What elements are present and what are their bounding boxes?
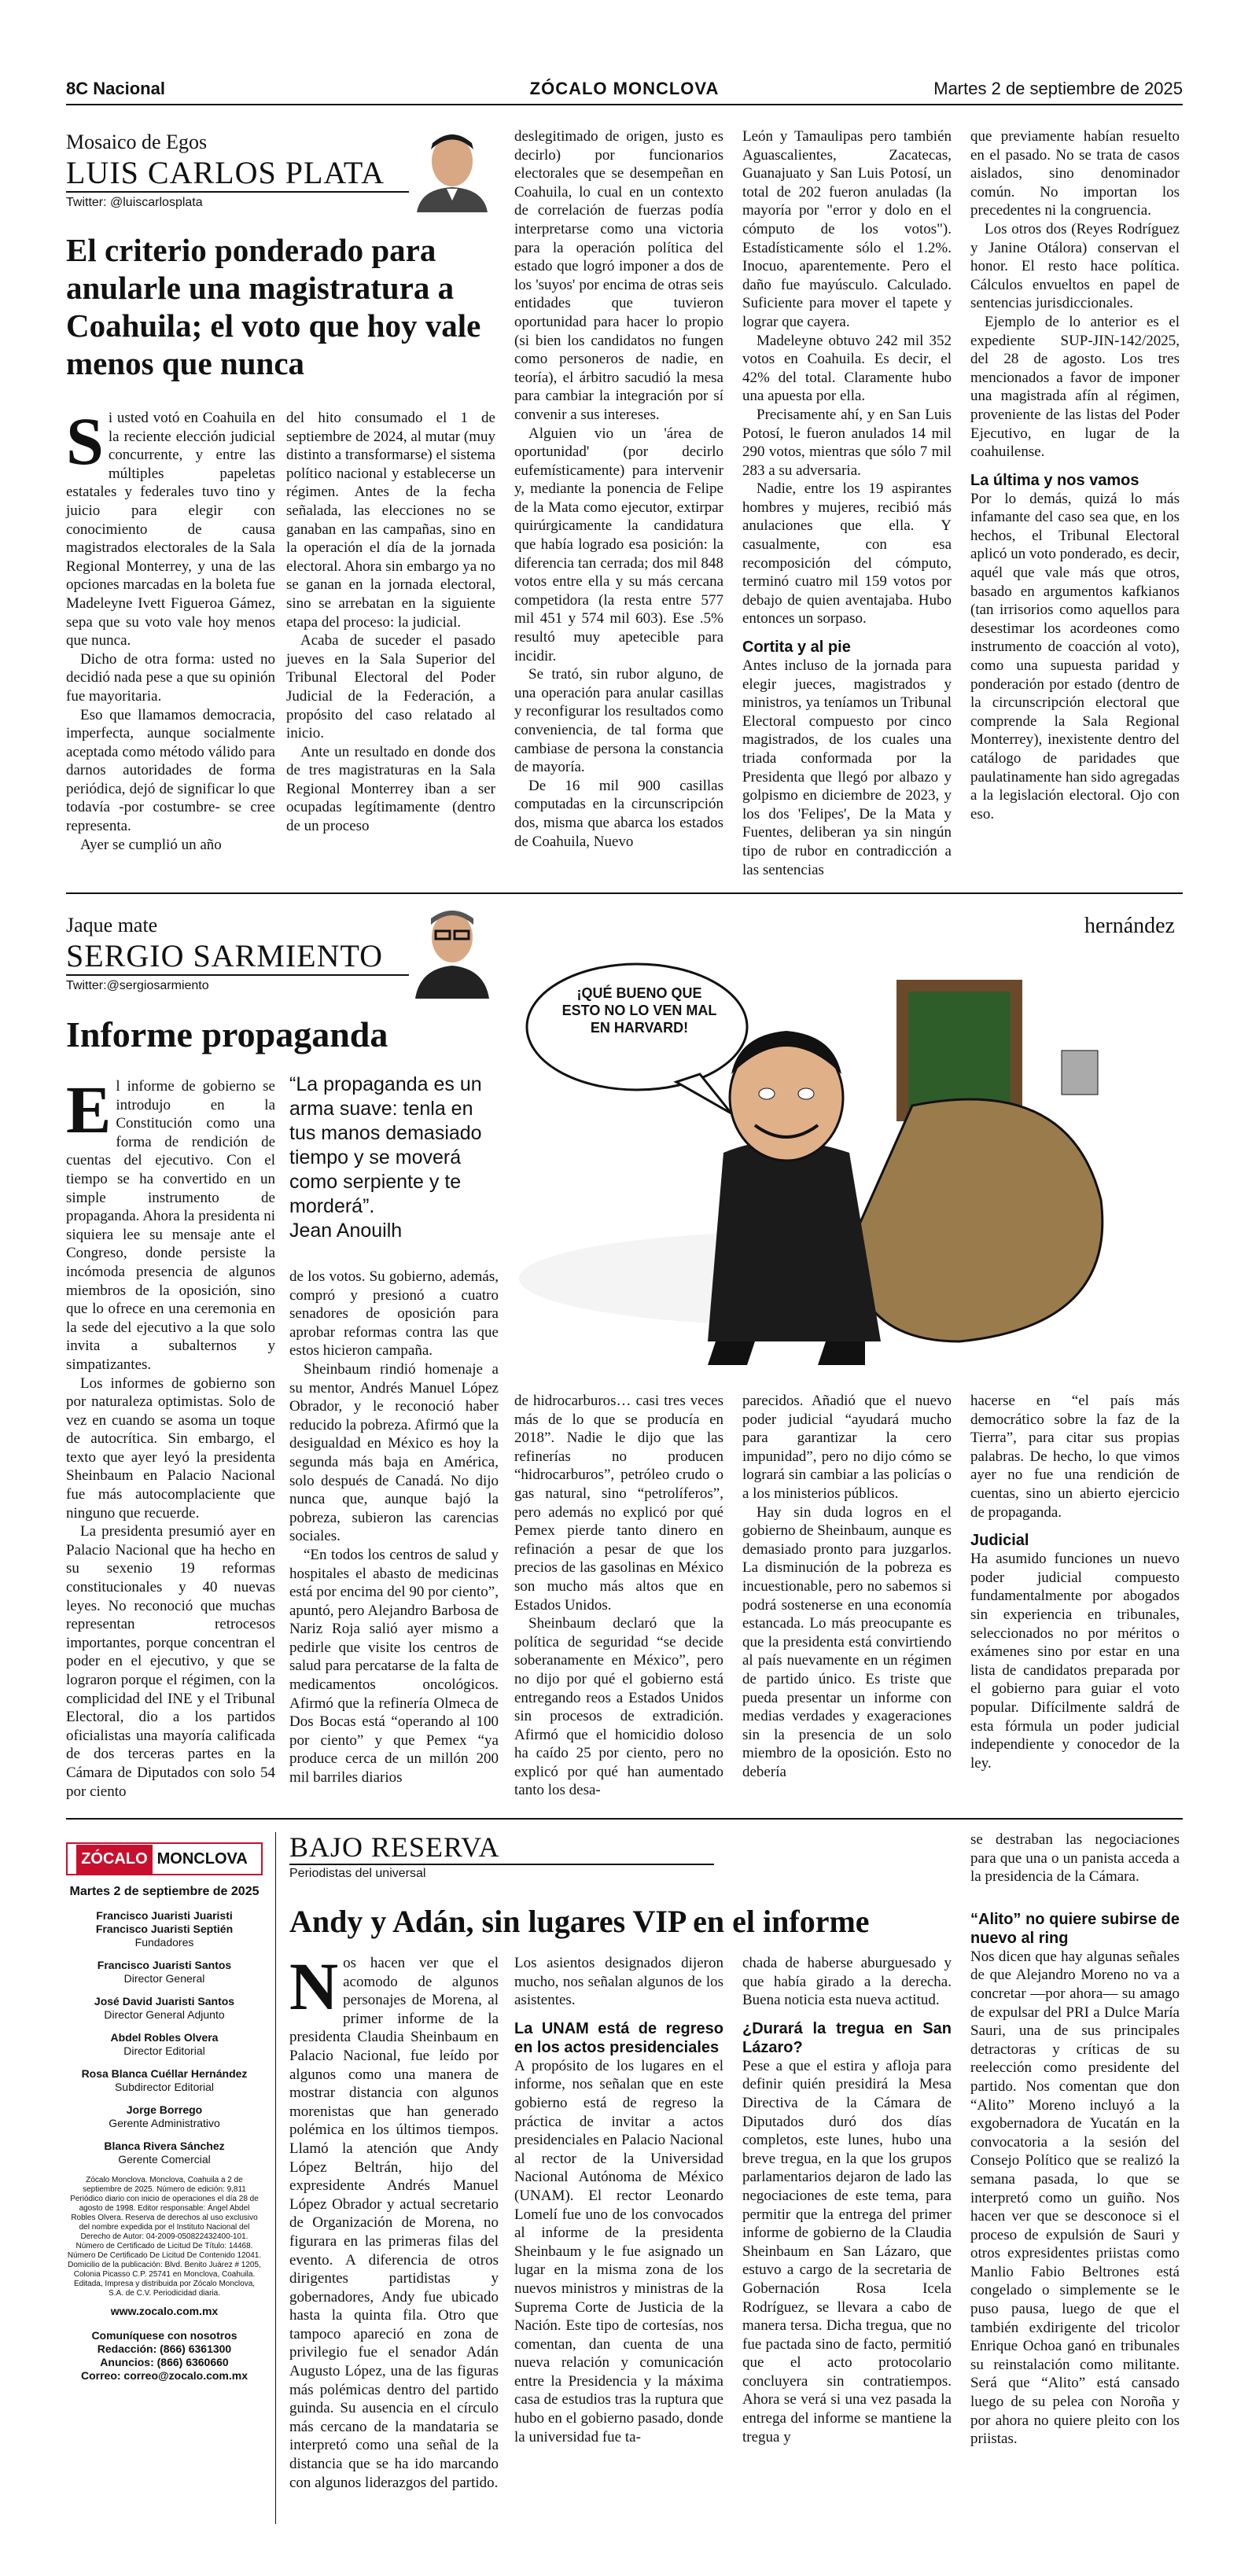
column-kicker: Jaque mate <box>66 914 158 937</box>
masthead-date: Martes 2 de septiembre de 2025 <box>69 1885 260 1898</box>
website-link[interactable]: www.zocalo.com.mx <box>110 2305 219 2317</box>
article-column-3: deslegitimado de origen, justo es decirlo) por funcionarios electorales que se desempeñan en Coahuila, lo cual en un contexto de correlación de fuerzas podía interpretarse como una victoria para la operación política del estado que logró imponer a dos de los 'suyos' por encima de otras seis entidades que tuvieron oportunidad para hacer lo propio (si bien los candidatos no fungen como personeros de nadie, en teoría), el árbitro sacudió la mesa para cambiar la integración por sí convenir a sus intereses. Alguien vio un 'área de oportunidad' (por decirlo eufemísticamente) para intervenir y, mediante la ponencia de Felipe de la Mata como ejecutor, extirpar quirúrgicamente la candidatura que había logrado esa posición: la diferencia tan cerrada; dos mil 848 votos entre ella y su más cercana competidora (la resta entre 577 mil 451 y 574 mil 603). Ese .5% resultó muy apetecible para incidir. Se trató, sin rubor alguno, de una operación para anular casillas y reconfigurar los resultados como conveniencia, de tal forma que cambiase de persona la constancia de mayoría. De 16 mil 900 casillas computadas en la circunscripción dos, misma que abarca los estados de Coahuila, Nuevo <box>514 128 723 850</box>
drop-cap: N <box>289 1949 339 2024</box>
email-contact[interactable]: Correo: correo@zocalo.com.mx <box>80 2369 248 2382</box>
subheading: ¿Durará la tregua en San Lázaro? <box>742 2019 952 2056</box>
author-name: SERGIO SARMIENTO <box>66 938 384 973</box>
article-column-1: Nos hacen ver que el acomodo de algunos personajes de Morena, al primer informe de la presidenta Claudia Sheinbaum en Palacio Nacional, fue leído por algunos como una manera de mostrar distancia con algunos morenistas que han generado polémica en los últimos tiempos. Llamó la atención que Andy López Beltrán, hijo del expresidente Andrés Manuel López Obrador y actual secretario de Organización de Morena, no figurara en las primeras filas del evento. A diferencia de otros dirigentes partidistas y gobernadores, Andy fue ubicado hasta la quinta fila. Otro que tampoco apareció en zona de privilegio fue el senador Adán Augusto López, una de las figuras más polémicas dentro del partido guinda. Su ausencia en el círculo más cercano de la mandataria se interpretó como una señal de la distancia que se ha ido marcando con algunos liderazgos del partido. <box>289 1949 499 2491</box>
author-twitter: Twitter: @luiscarlosplata <box>66 191 491 210</box>
article-column-4: se destraban las negociaciones para que una o un panista acceda a la presidencia de la Cámara. “Alito” no quiere subirse de nuevo al ring Nos dicen que hay algunas señales de que Alejandro Moreno no va a concretar —por ahora— su amago de expulsar del PRI a Dulce María Sauri, una de sus principales detractoras y críticas de su reelección como presidente del partido. Nos comentan que don “Alito” Moreno incluyó a la exgobernadora de Yucatán en la convocatoria a la sesión del Consejo Político que se realizó la semana pasada, lo que se interpretó como un guiño. Nos hacen ver que se desconoce si el proceso de expulsión de Sauri y otros expresidentes priistas como Manlio Fabio Beltrones está congelado o simplemente se le puso pausa, luego de que el también exdirigente del tricolor Enrique Ochoa ganó en tribunales su reinstalación como militante. Será que “Alito” está cansado luego de su pelea con Noroña y por ahora no quiere pleito con los priistas. <box>970 1831 1180 2448</box>
article-column-2: de los votos. Su gobierno, además, compró y presionó a cuatro senadores de oposición para aprobar reformas contra las que estos hicieron campaña. Sheinbaum rindió homenaje a su mentor, Andrés Manuel López Obrador, y le reconoció haber reducido la pobreza. Afirmó que la desigualdad en México es hoy la segunda más baja en América, solo después de Canadá. No dijo nunca que, aunque bajó la pobreza, subieron las carencias sociales. “En todos los centros de salud y hospitales el abasto de medicinas está por encima del 90 por ciento”, apuntó, pero Alejandro Barbosa de Nariz Roja salió ayer mismo a pedirle que visite los centros de salud para percatarse de la falta de medicamentos oncológicos. Afirmó que la refinería Olmeca de Dos Bocas está “operando al 100 por ciento” y que Pemex “ya produce cerca de un millón 200 mil barriles diarios <box>289 1268 499 1787</box>
cartoon <box>519 914 1180 1378</box>
legal-fine-print: Zócalo Monclova. Monclova, Coahuila a 2 de septiembre de 2025. Número de edición: 9,811 Periódico diario con inicio de operaciones el día 28 de agosto de 1998. Editor responsable: Ángel Abdel Robles Olvera. Reserva de derechos al uso exclusivo del nombre expedida por el Instituto Nacional del Derecho de Autor: 04-2009-050822432400-101. Número de Certificado de Licitud De Título: 14468. Número De Certificado De Licitud De Contenido 12041. Domicilio de la publicación: Blvd. Benito Juárez # 1205, Colonia Picasso C.P. 25741 en Monclova, Coahuila. Editada, Impresa y distribuida por Zócalo Monclova, S.A. de C.V. Periodicidad diaria. <box>67 2176 262 2298</box>
phone-redaccion: Redacción: (866) 6361300 <box>97 2342 232 2355</box>
speech-bubble-text: ¡QUÉ BUENO QUE ESTO NO LO VEN MAL EN HARVARD! <box>561 985 717 1036</box>
sidebar-divider <box>275 1832 276 2524</box>
article-column-1: El informe de gobierno se introdujo en la Constitución como una forma de rendición de cuentas del ejecutivo. Con el tiempo se ha convertido en un simple instrumento de propaganda. Ahora la presidenta ni siquiera lee su mensaje ante el Congreso, donde persiste la incómoda presencia de algunos miembros de la oposición, sino que lo ofrece en una ceremonia en la sede del ejecutivo a la que solo invita a subalternos y simpatizantes. Los informes de gobierno son por naturaleza optimistas. Solo de vez en cuando se asoma un toque de autocrítica. Sin embargo, el texto que ayer leyó la presidenta Sheinbaum en Palacio Nacional fue más autocomplaciente que ninguno que recuerde. La presidenta presumió ayer en Palacio Nacional que ha hecho en su sexenio 19 reformas constitucionales y 40 nuevas leyes. No reconoció que muchas representan retrocesos importantes, porque concentran el poder en el ejecutivo, y que se lograron porque el régimen, con la complicidad del INE y el Tribunal Electoral, dio a los partidos oficialistas una mayoría calificada de dos terceras partes en la Cámara de Diputados con solo 54 por ciento <box>66 1072 275 1800</box>
contact-title: Comuníquese con nosotros <box>91 2329 237 2342</box>
article-column-4: parecidos. Añadió que el nuevo poder judicial “ayudará mucho para garantizar la cero impunidad”, pero no dijo cómo se logrará sin cambiar a las policías o a los ministerios públicos. Hay sin duda logros en el gobierno de Sheinbaum, aunque es demasiado pronto para juzgarlos. La disminución de la pobreza es incuestionable, pero no sabemos si podrá sostenerse en una economía estancada. Lo más preocupante es que la presidenta está convirtiendo al país nuevamente en un régimen de partido único. Es triste que pueda presentar un informe con medias verdades y exageraciones sin la presencia de un solo miembro de la oposición. Esto no debería <box>742 1393 952 1780</box>
article-column-2: Los asientos designados dijeron mucho, nos señalan algunos de los asistentes. La UNAM está de regreso en los actos presidenciales A propósito de los lugares en el informe, nos señalan que en este gobierno está de regreso la práctica de invitar a actos presidenciales en Palacio Nacional al rector de la Universidad Nacional Autónoma de México (UNAM). El rector Leonardo Lomelí fue uno de los convocados al informe de la presidenta Sheinbaum y le fue asignado un lugar en la misma zona de los nuevos ministros y ministras de la Suprema Corte de Justicia de la Nación. Este tipo de cortesías, nos comentan, dan cuenta de una nueva relación y comunicación entre la Presidencia y la máxima casa de estudios tras la ruptura que hubo en el gobierno pasado, donde la universidad fue ta- <box>514 1955 723 2445</box>
article-headline: El criterio ponderado para anularle una magistratura a Coahuila; el voto que hoy vale menos que nunca <box>66 232 481 381</box>
masthead-sidebar <box>66 1842 263 2383</box>
drop-cap: S <box>66 403 104 479</box>
section-divider <box>66 892 1183 894</box>
article-headline: Informe propaganda <box>66 1014 388 1054</box>
article-column-4: León y Tamaulipas pero también Aguascalientes, Zacatecas, Guanajuato y San Luis Potosí, un total de 202 fueron anuladas (la mayoría por "error y dolo en el cómputo de los votos"). Estadísticamente sólo el 1.2%. Inocuo, aparentemente. Pero el daño fue mayúsculo. Calculado. Suficiente para mover el tapete y lograr que cayera. Madeleyne obtuvo 242 mil 352 votos en Coahuila. Es decir, el 42% del total. Claramente hubo una apuesta por ella. Precisamente ahí, y en San Luis Potosí, le fueron anulados 14 mil 290 votos, mientras que sólo 7 mil 283 a su adversaria. Nadie, entre los 19 aspirantes hombres y mujeres, recibió más anulaciones que ella. Y casualmente, con esa recomposición del cómputo, terminó cuatro mil 159 votos por debajo de quien aventajaba. Hubo entonces un sorpaso. Cortita y al pie Antes incluso de la jornada para elegir jueces, magistrados y ministros, ya teníamos un Tribunal Electoral compuesto por cinco magistrados, de los cuales una triada conformada por la Presidenta que llegó por albazo y golpismo en diciembre de 2023, y los dos 'Felipes', De la Mata y Fuentes, deliberan ya sin ningún tipo de rubor en contradicción a las sentencias <box>742 128 952 878</box>
column-kicker: Mosaico de Egos <box>66 131 208 153</box>
subheading: Judicial <box>970 1532 1029 1550</box>
article-headline: Andy y Adán, sin lugares VIP en el informe <box>289 1904 870 1939</box>
drop-cap: E <box>66 1072 112 1147</box>
author-photo <box>409 126 495 212</box>
subheading: “Alito” no quiere subirse de nuevo al ring <box>970 1910 1180 1947</box>
article-column-3: de hidrocarburos… casi tres veces más de lo que se producía en 2018”. Nadie le dijo que las refinerías no producen “hidrocarburos”, petróleo crudo o gas natural, sino “petrolíferos”, pero además no explicó por qué Pemex pierde tanto dinero en refinación a pesar de que los precios de las gasolinas en México son mucho más altos que en Estados Unidos. Sheinbaum declaró que la política de seguridad “se decide soberanamente en México”, pero no dijo por qué el gobierno está entregando reos a Estados Unidos sin procesos de extradición. Afirmó que el homicidio doloso ha caído 25 por ciento, pero no explicó por qué han aumentado tanto los desa- <box>514 1393 723 1799</box>
section-divider <box>66 1818 1183 1820</box>
paper-name: ZÓCALO MONCLOVA <box>529 79 720 98</box>
author-name: LUIS CARLOS PLATA <box>66 155 385 190</box>
phone-anuncios: Anuncios: (866) 6360660 <box>100 2356 229 2368</box>
column-kicker: BAJO RESERVA <box>289 1831 714 1865</box>
article-column-5: que previamente habían resuelto en el pasado. No se trata de casos aislados, sino denominador común. No importan los precedentes ni la congruencia. Los otros dos (Reyes Rodríguez y Janine Otálora) conservan el honor. El resto hace política. Cálculos envueltos en papel de sentencias jurisdiccionales. Ejemplo de lo anterior es el expediente SUP-JIN-142/2025, del 28 de agosto. Los tres mencionados a favor de imponer una magistrada afín al régimen, proveniente de las listas del Poder Ejecutivo, en lugar de la coahuilense. La última y nos vamos Por lo demás, quizá lo más infamante del caso sea que, en los hechos, el Tribunal Electoral aplicó un voto ponderado, es decir, aquél que vale más que otros, basado en argumentos kafkianos (tan irrisorios como aquellos para desestimar los acordeones como instrumento de coacción al voto), como una supuesta paridad y ponderación por estado (dentro de la circunscripción electoral que comprende la Sala Regional Monterrey), inexistente dentro del catálogo de paridades que paulatinamente han sido agregadas a la legislación electoral. Ojo con eso. <box>970 128 1180 822</box>
subheading: La última y nos vamos <box>970 471 1139 489</box>
pull-quote-author: Jean Anouilh <box>289 1220 403 1242</box>
author-twitter: Twitter:@sergiosarmiento <box>66 974 491 993</box>
staff-list: Francisco Juaristi Juaristi Francisco Juaristi Septién Fundadores Francisco Juaristi Santos Director General José David Juaristi Santos Director General Adjunto Abdel Robles Olvera Director Editorial Rosa Blanca Cuéllar Hernández Subdirector Editorial Jorge Borrego Gerente Administrativo Blanca Rivera Sánchez Gerente Comercial <box>81 1909 248 2166</box>
subheading: Cortita y al pie <box>742 638 851 657</box>
article-column-3: chada de haberse aburguesado y que había girado a la derecha. Buena noticia esta nueva actitud. ¿Durará la tregua en San Lázaro? Pese a que el estira y afloja para definir quién presidirá la Mesa Directiva de la Cámara de Diputados duró dos días completos, este lunes, hubo una breve tregua, en la que los grupos parlamentarios dejaron de lado las negociaciones de este tema, para permitir que la entrega del primer informe de gobierno de la Claudia Sheinbaum en San Lázaro, que estuvo a cargo de la secretaria de Gobernación Rosa Icela Rodríguez, se llevara a cabo de manera tersa. Dicha tregua, que no fue pactada sino de facto, permitió que el acto protocolario concluyera sin contratiempos. Ahora se verá si una vez pasada la entrega del informe se mantiene la tregua y <box>742 1955 952 2445</box>
author-photo <box>409 896 495 999</box>
column-byline: Periodistas del universal <box>289 1867 426 1880</box>
pull-quote-text: “La propaganda es un arma suave: tenla en tus manos demasiado tiempo y se moverá como serpiente y te morderá”. <box>289 1073 482 1217</box>
subheading: La UNAM está de regreso en los actos presidenciales <box>514 2019 723 2056</box>
masthead-logo: ZÓCALO MONCLOVA <box>66 1842 263 1875</box>
section-label: 8C Nacional <box>66 79 165 98</box>
column-header <box>289 1831 950 1881</box>
page-header <box>66 74 1183 105</box>
cartoon-credit: hernández <box>1084 914 1175 938</box>
article-column-1: Si usted votó en Coahuila en la reciente elección judicial concurrente, y entre las múltiples papeletas estatales y federales tuvo tino y juicio para elegir con conocimiento de causa magistrados electorales de la Sala Regional Monterrey, y una de las opciones marcadas en la boleta fue Madeleyne Ivett Figueroa Gámez, sepa que su voto vale hoy menos que nunca. Dicho de otra forma: usted no decidió nada pese a que su opinión fue mayoritaria. Eso que llamamos democracia, imperfecta, aunque socialmente aceptada como método válido para darnos autoridades de forma periódica, dejó de significar lo que todavía -por costumbre- se cree representa. Ayer se cumplió un año <box>66 403 275 853</box>
page-date: Martes 2 de septiembre de 2025 <box>933 79 1183 98</box>
pull-quote <box>289 1073 499 1243</box>
article-column-2: del hito consumado el 1 de septiembre de 2024, al mutar (muy distinto a transformarse) el sistema político nacional y establecerse un régimen. Antes de la fecha señalada, las elecciones no se ganaban en las campañas, sino en la operación el día de la jornada electoral. Ahora sin embargo ya no se ganan en la jornada electoral, sino se arrebatan en la siguiente etapa del proceso: la judicial. Acaba de suceder el pasado jueves en la Sala Superior del Tribunal Electoral del Poder Judicial de la Federación, a propósito del caso relatado al inicio. Ante un resultado en donde dos de tres magistraturas en la Sala Regional Monterrey iban a ser ocupadas legítimamente (dentro de un proceso <box>286 410 495 835</box>
article-column-5: hacerse en “el país más democrático sobre la faz de la Tierra”, para citar sus propias palabras. De hecho, lo que vimos ayer no fue una rendición de cuentas, sino un abierto ejercicio de propaganda. Judicial Ha asumido funciones un nuevo poder judicial compuesto fundamentalmente por abogados sin experiencia en tribunales, seleccionados no por méritos o exámenes sino por estar en una lista de candidatos preparada por el gobierno para guiar el voto popular. Difícilmente saldrá de esta fórmula un poder judicial independiente y conocedor de la ley. <box>970 1393 1180 1772</box>
